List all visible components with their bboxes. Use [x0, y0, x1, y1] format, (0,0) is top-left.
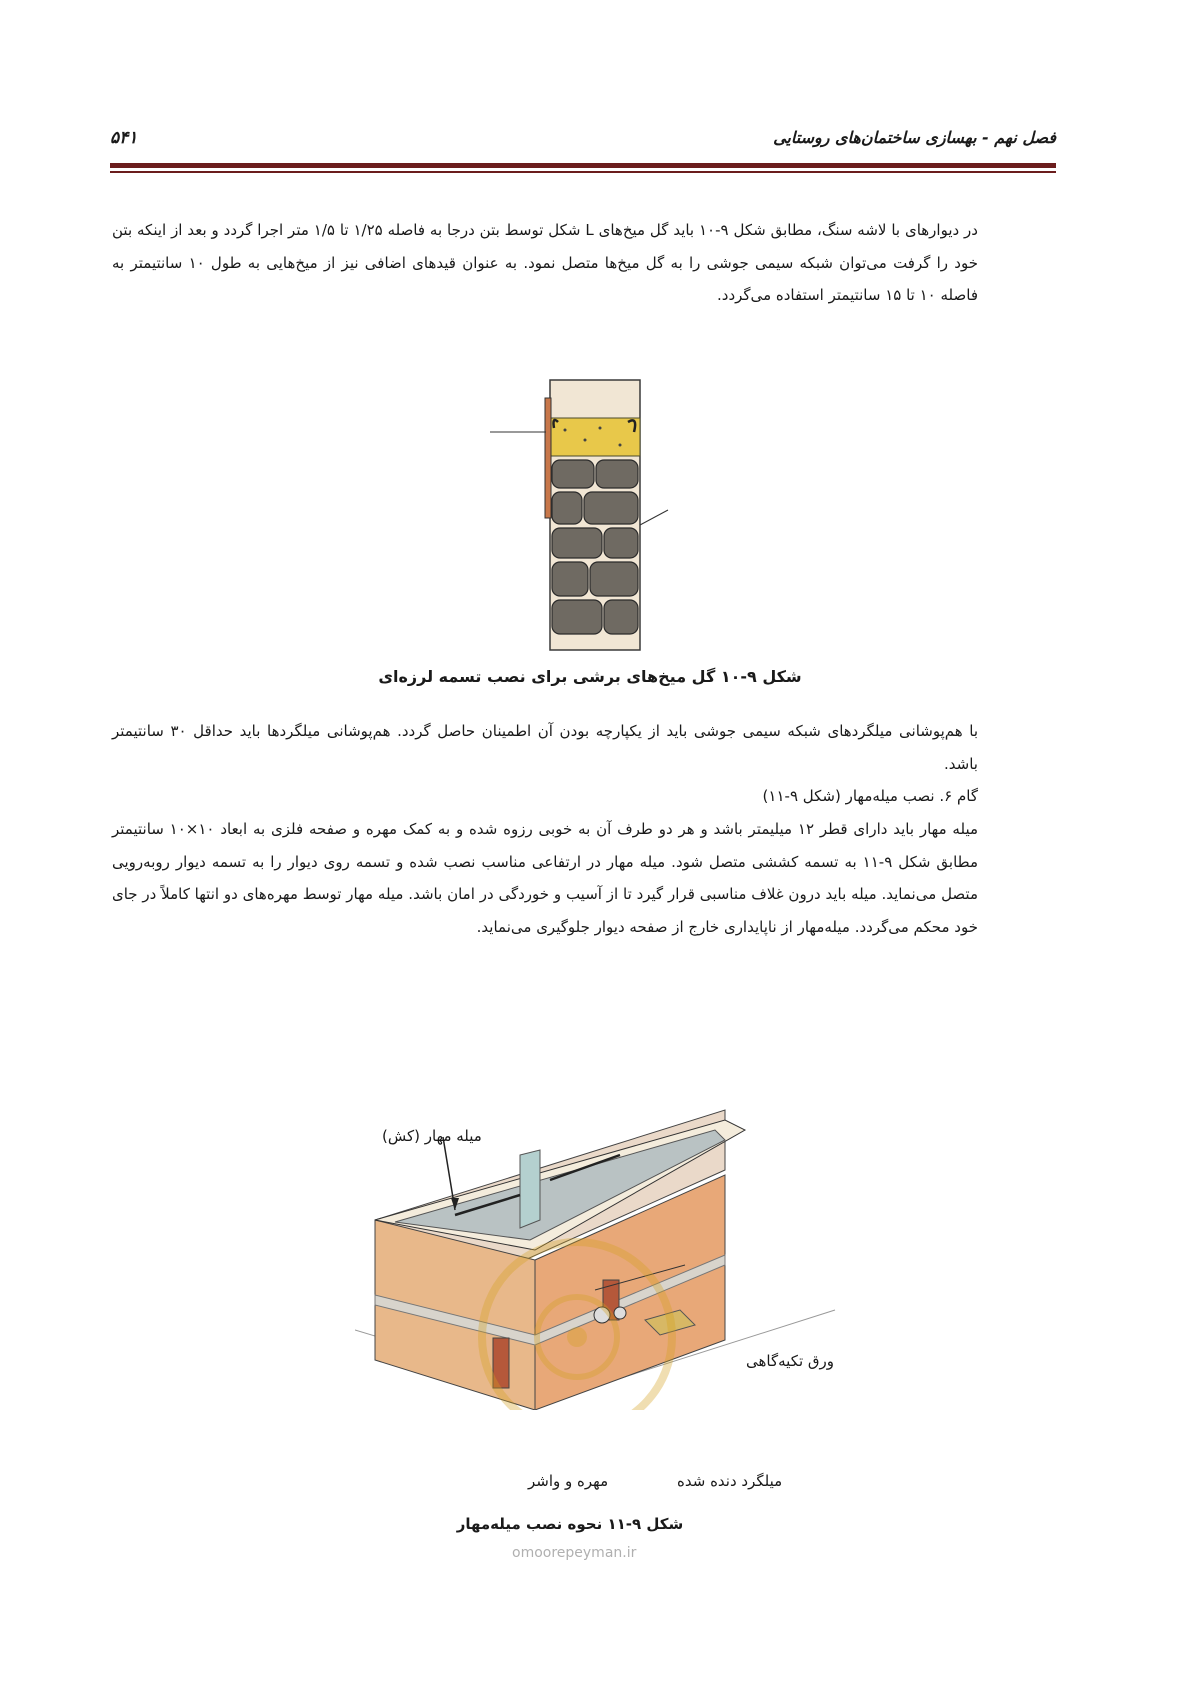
step6-heading: گام ۶. نصب میله‌مهار (شکل ۹-۱۱): [762, 787, 978, 805]
page-number: ۵۴۱: [110, 128, 138, 148]
figure-stone-wall-illustration: [490, 370, 670, 655]
page-header: [110, 128, 1056, 158]
header-rule-thick: [110, 163, 1056, 168]
label-tie-rod: میله مهار (کش): [382, 1127, 482, 1145]
paragraph-tie-rod: میله مهار باید دارای قطر ۱۲ میلیمتر باشد و هر دو طرف آن به خوبی رزوه شده و به کمک مهره و صفحه فلزی به ابعاد ۱۰×۱۰ سانتیمتر مطابق شکل ۹-۱۱ به تسمه کششی متصل شود. میله مهار در ارتفاعی مناسب نصب شده و تسمه روی دیوار را به تسمه دیوار روبه‌رویی متصل می‌نماید. میله باید درون غلاف مناسبی قرار گیرد تا از آسیب و خوردگی در امان باشد. میله مهار توسط مهره‌های دو انتها کاملاً در جای خود محکم می‌گردد. میله‌مهار از ناپایداری خارج از صفحه دیوار جلوگیری می‌نماید.: [112, 820, 979, 936]
watermark-url: omoorepeyman.ir: [512, 1545, 637, 1561]
header-rule-thin: [110, 171, 1056, 173]
label-threaded-bar: میلگرد دنده شده: [677, 1472, 783, 1490]
label-bearing-plate: ورق تکیه‌گاهی: [746, 1352, 835, 1370]
figure2-caption: شکل ۹-۱۱ نحوه نصب میله‌مهار: [456, 1515, 684, 1533]
paragraph-overlap: با هم‌پوشانی میلگردهای شبکه سیمی جوشی باید از یکپارچه بودن آن اطمینان حاصل گردد. هم‌پوشانی میلگردها باید حداقل ۳۰ سانتیمتر باشد.: [112, 722, 979, 773]
label-nut-washer: مهره و واشر: [528, 1472, 609, 1490]
chapter-title: فصل نهم - بهسازی ساختمان‌های روستایی: [773, 128, 1056, 147]
figure1-caption: شکل ۹-۱۰ گل میخ‌های برشی برای نصب تسمه لرزه‌ای: [378, 667, 802, 686]
paragraph-stone-walls: در دیوارهای با لاشه سنگ، مطابق شکل ۹-۱۰ باید گل میخ‌های L شکل توسط بتن درجا به فاصله ۱/۲۵ تا ۱/۵ متر اجرا گردد و بعد از اینکه بتن خود را گرفت می‌توان شبکه سیمی جوشی را به گل میخ‌ها متصل نمود. به عنوان قیدهای اضافی نیز از میخ‌هایی به طول ۱۰ سانتیمتر به فاصله ۱۰ تا ۱۵ سانتیمتر استفاده می‌گردد.: [112, 221, 978, 304]
